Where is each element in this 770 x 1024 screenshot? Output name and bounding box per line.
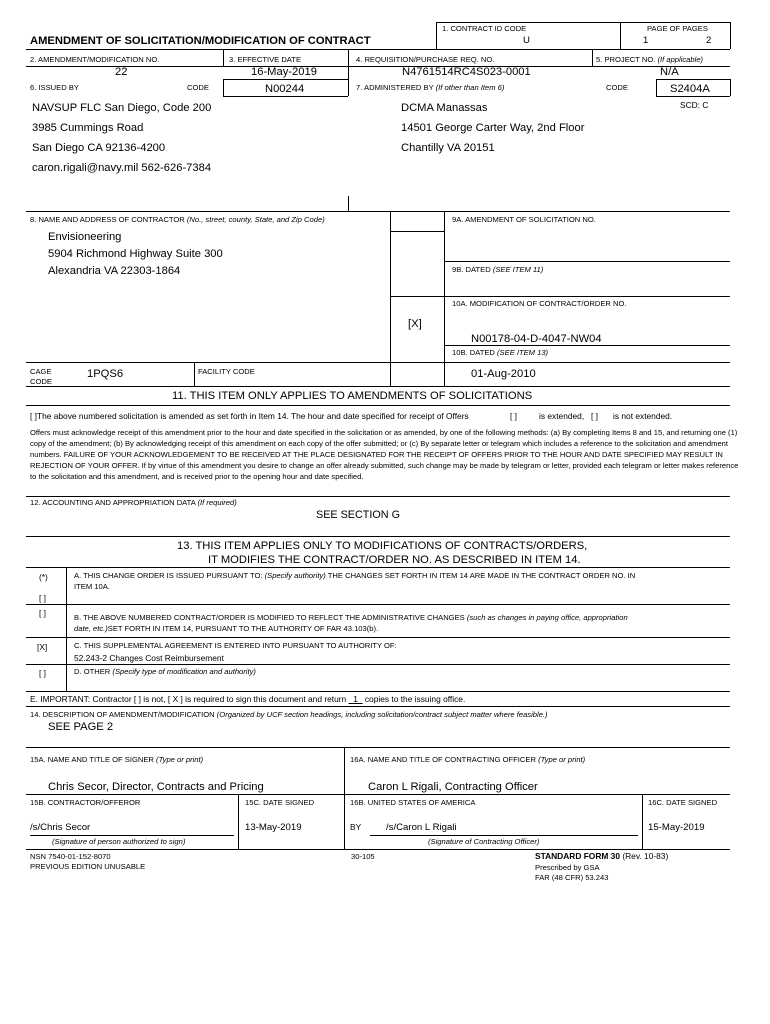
form-title: AMENDMENT OF SOLICITATION/MODIFICATION OF CONTRACT: [30, 35, 371, 47]
footer-nsn: NSN 7540-01-152-8070: [30, 852, 111, 861]
item13c-text: C. THIS SUPPLEMENTAL AGREEMENT IS ENTERED INTO PURSUANT TO AUTHORITY OF:: [74, 641, 397, 650]
box3-label: 3. EFFECTIVE DATE: [229, 55, 302, 64]
box15b-label: 15B. CONTRACTOR/OFFEROR: [30, 798, 141, 807]
administrator-code: S2404A: [670, 83, 710, 95]
item11-solicitation-text: [ ]The above numbered solicitation is amended as set forth in Item 14. The hour and date specified for receipt of Offers: [30, 411, 469, 421]
box4-label: 4. REQUISITION/PURCHASE REQ. NO.: [356, 55, 495, 64]
item12-label: 12. ACCOUNTING AND APPROPRIATION DATA (If required): [30, 498, 237, 507]
cage-label-1: CAGE: [30, 367, 52, 376]
issuer-email-phone: caron.rigali@navy.mil 562-626-7384: [32, 162, 212, 174]
issuer-code: N00244: [265, 83, 305, 95]
contractor-date-signed: 13-May-2019: [245, 822, 302, 833]
box2-label: 2. AMENDMENT/MODIFICATION NO.: [30, 55, 160, 64]
item13a-checkbox: [ ]: [39, 593, 46, 603]
cage-code: 1PQS6: [87, 368, 124, 380]
item13c-authority: 52.243-2 Changes Cost Reimbursement: [74, 653, 224, 663]
item13a-mark: (*): [39, 572, 48, 582]
effective-date: 16-May-2019: [251, 66, 317, 78]
contractor-signature-line: [30, 835, 234, 836]
contracting-officer-date-signed: 15-May-2019: [648, 822, 705, 833]
footer-form-code: 30-105: [351, 852, 375, 861]
contracting-officer-signature-line: [370, 835, 638, 836]
issuer-line-3: San Diego CA 92136-4200: [32, 142, 166, 154]
item14-description: SEE PAGE 2: [48, 721, 114, 733]
box9b-label: 9B. DATED (SEE ITEM 11): [452, 265, 544, 274]
item13a-text: A. THIS CHANGE ORDER IS ISSUED PURSUANT TO: (Specify authority) THE CHANGES SET FORTH IN ITEM 14 ARE MADE IN THE CONTRACT ORDER NO. IN: [74, 571, 636, 580]
cage-label-2: CODE: [30, 377, 52, 386]
amendment-number: 22: [115, 66, 128, 78]
item13d-checkbox: [ ]: [39, 668, 46, 678]
box6-label: 6. ISSUED BY: [30, 83, 79, 92]
box16b-label: 16B. UNITED STATES OF AMERICA: [350, 798, 476, 807]
contract-id-code: U: [523, 35, 530, 46]
contracting-officer-signature: /s/Caron L Rigali: [386, 822, 457, 833]
item13-heading-2: IT MODIFIES THE CONTRACT/ORDER NO. AS DESCRIBED IN ITEM 14.: [208, 554, 581, 566]
contractor-name: Envisioneering: [48, 231, 122, 243]
box7-code-label: CODE: [606, 83, 628, 92]
signer-name-title: Chris Secor, Director, Contracts and Pricing: [48, 781, 264, 793]
box9a-label: 9A. AMENDMENT OF SOLICITATION NO.: [452, 215, 596, 224]
project-number: N/A: [660, 66, 679, 78]
important-notice: E. IMPORTANT: Contractor [ ] is not, [ X ] is required to sign this document and return 1 copies to the issuing office.: [30, 694, 466, 704]
administrator-line-2: 14501 George Carter Way, 2nd Floor: [401, 122, 585, 134]
modification-date: 01-Aug-2010: [471, 368, 536, 380]
box15a-label: 15A. NAME AND TITLE OF SIGNER (Type or print): [30, 755, 204, 764]
administrator-line-1: DCMA Manassas: [401, 102, 488, 114]
page-number: 1: [643, 35, 649, 46]
box6-code-label: CODE: [187, 83, 209, 92]
issuer-line-2: 3985 Cummings Road: [32, 122, 144, 134]
administrator-line-3: Chantilly VA 20151: [401, 142, 495, 154]
box5-label: 5. PROJECT NO. (If applicable): [596, 55, 704, 64]
contractor-address-1: 5904 Richmond Highway Suite 300: [48, 248, 223, 260]
box16c-label: 16C. DATE SIGNED: [648, 798, 718, 807]
total-pages: 2: [706, 35, 712, 46]
contractor-address-2: Alexandria VA 22303-1864: [48, 265, 181, 277]
item11-extended-label: is extended,: [539, 411, 585, 421]
item11-not-extended-label: is not extended.: [613, 411, 673, 421]
item11-instructions: Offers must acknowledge receipt of this amendment prior to the hour and date specified in the solicitation or as amended, by one of the following methods: (a) By completing Items 8 and 15, and returning one (1) copy of the amendment; (b) By acknowledging receipt of this amendment on each copy of the offer submitted; or (c) By separate letter or telegram which includes a reference to the solicitation and amendment numbers. FAILURE OF YOUR ACKNOWLEDGEMENT TO BE RECEIVED AT THE PLACE DESIGNATED FOR THE RECEIPT OF OFFERS PRIOR TO THE HOUR AND DATE SPECIFIED MAY RESULT IN REJECTION OF YOUR OFFER. If by virtue of this amendment you desire to change an offer already submitted, such change may be made by telegram or letter, provided each telegram or letter makes reference to the solicitation and this amendment, and is received prior to the opening hour and date specified.: [30, 428, 739, 481]
requisition-number: N4761514RC4S023-0001: [402, 66, 531, 78]
box16a-label: 16A. NAME AND TITLE OF CONTRACTING OFFICER (Type or print): [350, 755, 586, 764]
item14-label: 14. DESCRIPTION OF AMENDMENT/MODIFICATION (Organized by UCF section headings, including solicitation/contract subject matter where feasible.): [30, 710, 548, 719]
scd-label: SCD: C: [680, 100, 709, 110]
box7-label: 7. ADMINISTERED BY (If other than Item 6): [356, 83, 505, 92]
footer-far: FAR (48 CFR) 53.243: [535, 873, 609, 882]
box16b-by-label: BY: [350, 822, 362, 832]
box8-label: 8. NAME AND ADDRESS OF CONTRACTOR (No., street, county, State, and Zip Code): [30, 215, 325, 224]
page-of-pages-label: PAGE OF PAGES: [647, 24, 708, 33]
item13a-text-2: ITEM 10A.: [74, 582, 110, 591]
box1-label: 1. CONTRACT ID CODE: [442, 24, 527, 33]
item11-heading: 11. THIS ITEM ONLY APPLIES TO AMENDMENTS OF SOLICITATIONS: [172, 390, 533, 402]
item13-heading-1: 13. THIS ITEM APPLIES ONLY TO MODIFICATIONS OF CONTRACTS/ORDERS,: [177, 540, 588, 552]
item13b-checkbox: [ ]: [39, 608, 46, 618]
item13b-text: B. THE ABOVE NUMBERED CONTRACT/ORDER IS MODIFIED TO REFLECT THE ADMINISTRATIVE CHANGES (such as changes in paying office, appropriation: [74, 613, 628, 622]
item13d-text: D. OTHER (Specify type of modification and authority): [74, 667, 256, 676]
modification-contract-number: N00178-04-D-4047-NW04: [471, 333, 602, 345]
footer-previous-edition: PREVIOUS EDITION UNUSABLE: [30, 862, 146, 871]
facility-code-label: FACILITY CODE: [198, 367, 255, 376]
box10b-label: 10B. DATED (SEE ITEM 13): [452, 348, 549, 357]
footer-prescribed: Prescribed by GSA: [535, 863, 600, 872]
item13b-text-2: date, etc.)SET FORTH IN ITEM 14, PURSUANT TO THE AUTHORITY OF FAR 43.103(b).: [74, 624, 379, 633]
accounting-data: SEE SECTION G: [316, 509, 400, 521]
item11-not-extended-box: [ ]: [591, 411, 598, 421]
item13c-checkbox: [X]: [37, 642, 48, 652]
contractor-signature-caption: (Signature of person authorized to sign): [52, 837, 186, 846]
contracting-officer-signature-caption: (Signature of Contracting Officer): [428, 837, 540, 846]
footer-standard-form: STANDARD FORM 30 (Rev. 10-83): [535, 851, 669, 861]
box10a-label: 10A. MODIFICATION OF CONTRACT/ORDER NO.: [452, 299, 627, 308]
item11-extended-box: [ ]: [510, 411, 517, 421]
contracting-officer-name-title: Caron L Rigali, Contracting Officer: [368, 781, 538, 793]
issuer-line-1: NAVSUP FLC San Diego, Code 200: [32, 102, 212, 114]
box10a-checkmark: [X]: [408, 318, 422, 330]
contractor-signature: /s/Chris Secor: [30, 822, 91, 833]
box15c-label: 15C. DATE SIGNED: [245, 798, 315, 807]
